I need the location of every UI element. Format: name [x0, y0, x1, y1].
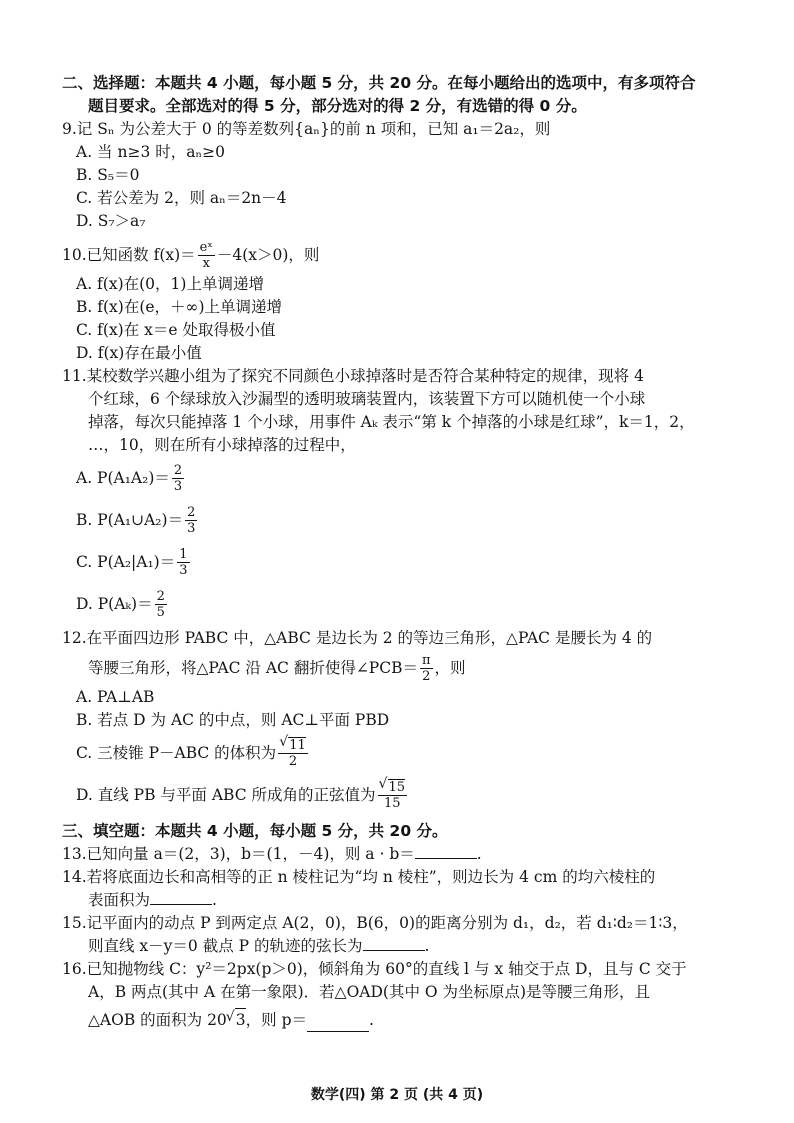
- fraction: $\frac{2}{3}$: [173, 462, 183, 494]
- q10-option-c: C. f(x)在 x＝e 处取得极小值: [76, 321, 276, 339]
- question-16: 16.已知抛物线 C：y²＝2px(p＞0)，倾斜角为 60°的直线 l 与 x 轴交于点 D，且与 C 交于 A，B 两点(其中 A 在第一象限)．若△OAD(其中 O 为坐标原点)是等腰三角形，且 △AOB 的面积为 20 √ 3 ，则 p＝ .: [62, 958, 752, 1032]
- question-14: 14.若将底面边长和高相等的正 n 棱柱记为“均 n 棱柱”，则边长为 4 cm 的均六棱柱的 表面积为 .: [62, 868, 656, 909]
- q12-option-a: A. PA⊥AB: [76, 688, 155, 706]
- answer-blank: [150, 890, 212, 905]
- q11-option-c: C. P(A₂|A₁)＝ $\frac{1}{3}$: [76, 546, 188, 578]
- page-footer: 数学(四) 第 2 页 (共 4 页): [310, 1087, 484, 1103]
- q9-option-b: B. S₅＝0: [76, 166, 140, 184]
- question-15: 15.记平面内的动点 P 到两定点 A(2，0)，B(6，0)的距离分别为 d₁，d₂，若 d₁∶d₂＝1∶3， 则直线 x－y＝0 截点 P 的轨迹的弦长为 .: [62, 914, 688, 955]
- q11-option-a: A. P(A₁A₂)＝ $\frac{2}{3}$: [76, 462, 183, 494]
- question-11: 11.某校数学兴趣小组为了探究不同颜色小球掉落时是否符合某种特定的规律，现将 4 个红球，6 个绿球放入沙漏型的透明玻璃装置内，该装置下方可以随机使一个小球 掉落，每次只能掉落 1 个小球，用事件 Aₖ 表示“第 k 个掉落的小球是红球”，k＝1，2， …，10，则在所有小球掉落的过程中， A. P(A₁A₂)＝ $\frac{2}{3}$ B. P(A₁∪A₂)＝ $\frac{2}{3}$ C. P(A₂|A₁)＝ $\frac{1}{3}$ D. P(Aₖ)＝ $\frac{2}{5}$: [62, 365, 752, 625]
- section-3-heading: 三、填空题：本题共 4 小题，每小题 5 分，共 20 分。: [62, 822, 448, 840]
- q10-option-a: A. f(x)在(0，1)上单调递增: [76, 275, 264, 293]
- fraction: $\frac{1}{3}$: [179, 546, 188, 578]
- q11-option-b: B. P(A₁∪A₂)＝ $\frac{2}{3}$: [76, 504, 196, 536]
- fraction: √ $\frac{11}{2}$: [278, 738, 308, 769]
- q11-option-d: D. P(Aₖ)＝ $\frac{2}{5}$: [76, 588, 165, 620]
- q10-option-d: D. f(x)存在最小值: [76, 344, 202, 362]
- fraction: $\frac{2}{5}$: [156, 588, 165, 620]
- fraction: √ $\frac{15}{15}$: [378, 780, 408, 811]
- fraction: $\frac{2}{3}$: [187, 504, 196, 536]
- answer-blank: [307, 1017, 369, 1032]
- fraction: $\frac{\text{eˣ}}{x}$: [199, 239, 213, 271]
- q9-option-d: D. S₇＞a₇: [76, 212, 146, 230]
- square-root: √ 3: [235, 1008, 246, 1032]
- answer-blank: [415, 844, 477, 859]
- fraction: $\frac{\pi}{2}$: [421, 652, 431, 684]
- q12-option-c: C. 三棱锥 P－ABC 的体积为 √ $\frac{11}{2}$: [62, 732, 752, 774]
- question-12: 12.在平面四边形 PABC 中，△ABC 是边长为 2 的等边三角形，△PAC 是腰长为 4 的 等腰三角形，将△PAC 沿 AC 翻折使得∠PCB＝ $\frac{\pi}{2}$ ，则 A. PA⊥AB B. 若点 D 为 AC 的中点，则 AC⊥平面 PBD C. 三棱锥 P－ABC 的体积为 √ $\frac{11}{2}$ D. 直线 PB 与平面 ABC 所成角的正弦值为 √ $\frac{15}{15}$: [62, 627, 752, 816]
- q12-option-b: B. 若点 D 为 AC 的中点，则 AC⊥平面 PBD: [76, 711, 390, 729]
- question-10: 10.已知函数 f(x)＝ $\frac{\text{eˣ}}{x}$ －4(x＞0)，则 A. f(x)在(0，1)上单调递增 B. f(x)在(e，＋∞)上单调递增 C. f(x)在 x＝e 处取得极小值 D. f(x)存在最小值: [62, 237, 752, 365]
- q12-option-d: D. 直线 PB 与平面 ABC 所成角的正弦值为 √ $\frac{15}{15}$: [62, 774, 752, 816]
- question-13: 13.已知向量 a＝(2，3)，b＝(1，－4)，则 a · b＝ .: [62, 845, 482, 863]
- q10-option-b: B. f(x)在(e，＋∞)上单调递增: [76, 298, 282, 316]
- section-2-heading: 二、选择题：本题共 4 小题，每小题 5 分，共 20 分。在每小题给出的选项中，有多项符合 题目要求。全部选对的得 5 分，部分选对的得 2 分，有选错的得 0 分。: [62, 74, 696, 115]
- question-9: 9.记 Sₙ 为公差大于 0 的等差数列{aₙ}的前 n 项和，已知 a₁＝2a₂，则 A. 当 n≥3 时，aₙ≥0 B. S₅＝0 C. 若公差为 2，则 aₙ＝2n－4 D. S₇＞a₇: [62, 118, 752, 233]
- exam-page: [62, 72, 752, 1032]
- answer-blank: [363, 936, 425, 951]
- q9-option-a: A. 当 n≥3 时，aₙ≥0: [76, 143, 226, 161]
- q9-option-c: C. 若公差为 2，则 aₙ＝2n－4: [76, 189, 287, 207]
